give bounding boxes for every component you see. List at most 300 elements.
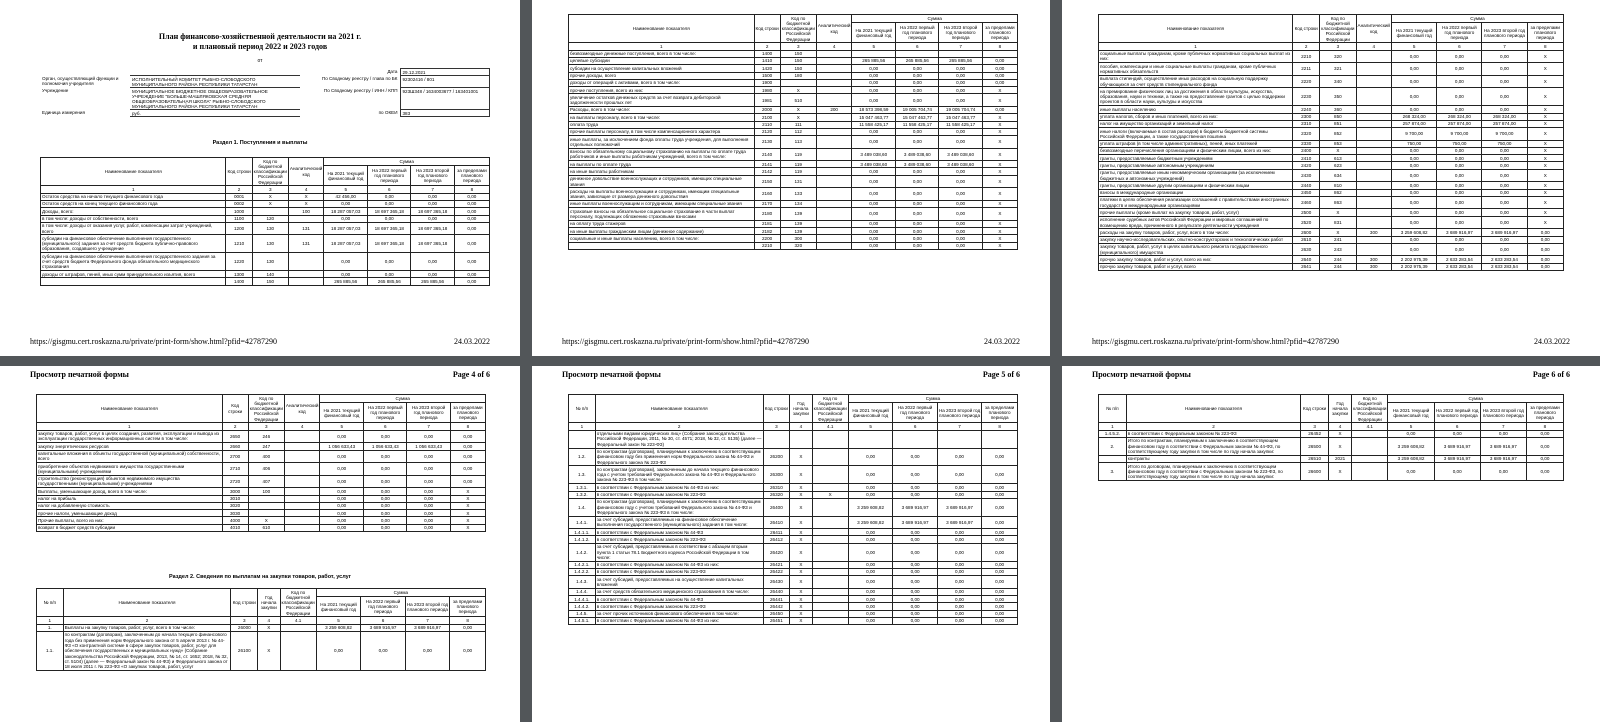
row-cell: 2410 bbox=[1293, 155, 1320, 162]
row-cell: 0,00 bbox=[896, 235, 939, 242]
table-row bbox=[569, 136, 1018, 149]
pdf-page-5 bbox=[532, 366, 1050, 722]
row-cell: X bbox=[1527, 128, 1564, 141]
row-label: уплата налогов, сборов и иных платежей, всего из них: bbox=[1099, 113, 1293, 120]
row-cell: 750,00 bbox=[1437, 140, 1482, 147]
org-value: МУНИЦИПАЛЬНОЕ БЮДЖЕТНОЕ ОБЩЕОБРАЗОВАТЕЛЬНОЕ УЧРЕЖДЕНИЕ "БОЛЬШЕ-МАШЛЯКОВСКАЯ СРЕДНЯЯ ОБЩЕОБРАЗОВАТЕЛЬНАЯ ШКОЛА" РЫБНО-СЛОБОДСКОГО МУНИЦИПАЛЬНОГО РАЙОНА РЕСПУБЛИКИ ТАТАРСТАН bbox=[130, 88, 300, 110]
row-cell: 265 885,56 bbox=[324, 278, 368, 285]
col-header-kbk: Код по бюджетной классификации Российской Федерации bbox=[1321, 15, 1355, 42]
row-cell: 0,00 bbox=[1526, 463, 1563, 481]
row-cell: 0,00 bbox=[982, 484, 1018, 491]
row-cell: 241 bbox=[1320, 236, 1356, 243]
row-cell: 0,00 bbox=[407, 475, 450, 488]
org-label bbox=[40, 69, 130, 76]
row-label: закупку товаров, работ, услуг в целях капитального ремонта государственного (муниципального) имущества bbox=[1099, 243, 1293, 256]
col-number-2: 2 bbox=[1293, 43, 1320, 50]
row-cell: X bbox=[790, 568, 812, 575]
col-header-line-code: Код строки bbox=[231, 589, 258, 617]
row-label: в соответствии с Федеральным законом № 44-ФЗ bbox=[595, 596, 763, 603]
row-cell: 18 697 365,18 bbox=[368, 208, 411, 215]
row-cell: 2230 bbox=[1293, 88, 1320, 106]
row-cell: X bbox=[1527, 50, 1564, 63]
row-cell: 26500 bbox=[1301, 437, 1329, 455]
row-cell bbox=[280, 624, 316, 631]
col-header-kbk: Код по бюджетной классификации Российской Федерации bbox=[813, 395, 847, 422]
footer-url[interactable]: https://gisgmu.cert.roskazna.ru/private/print-form/show.html?pfid=42787290 bbox=[30, 337, 278, 346]
row-label: на иные выплаты работникам bbox=[569, 168, 755, 175]
row-cell: 26320 bbox=[763, 491, 790, 498]
row-label: Остаток средства на начало текущего финансового года bbox=[41, 193, 226, 200]
row-cell: 831 bbox=[1320, 216, 1356, 229]
row-cell: 11 558 425,17 bbox=[939, 121, 982, 128]
row-label: иные выплаты населению bbox=[1099, 106, 1293, 113]
row-cell: 133 bbox=[780, 188, 816, 201]
row-cell: 1.4.2.2. bbox=[569, 568, 596, 575]
row-cell: 119 bbox=[780, 161, 816, 168]
row-cell: 2181 bbox=[754, 220, 780, 227]
row-cell bbox=[248, 510, 284, 517]
table-row bbox=[1099, 128, 1564, 141]
row-label: Итого по контрактам, планируемым к заключению в соответствующем финансовом году в соответствии с Федеральным законом № 44-ФЗ, по соответствующему году закупки в том числе по году начала закупки: bbox=[1126, 437, 1301, 455]
row-cell: 0,00 bbox=[1437, 155, 1482, 162]
table-row bbox=[1099, 140, 1564, 147]
row-label: прочие выплаты (кроме выплат на закупку товаров, работ, услуг) bbox=[1099, 209, 1293, 216]
row-cell: 268 324,00 bbox=[1391, 113, 1436, 120]
pdf-page-2 bbox=[532, 0, 1050, 356]
row-cell: 0,00 bbox=[939, 72, 982, 79]
row-cell: 0,00 bbox=[1434, 463, 1480, 481]
row-cell: 131 bbox=[288, 222, 323, 235]
row-cell: 0,00 bbox=[848, 596, 893, 603]
row-cell bbox=[816, 121, 851, 128]
row-cell: 26100 bbox=[231, 631, 258, 670]
table-row bbox=[1099, 63, 1564, 76]
row-cell: 321 bbox=[1320, 63, 1356, 76]
row-cell: 26411 bbox=[763, 529, 790, 536]
row-cell: X bbox=[790, 617, 812, 624]
col-header-2023: На 2023 второй год планового периода bbox=[1482, 23, 1527, 43]
row-cell bbox=[280, 631, 316, 670]
org-row bbox=[40, 88, 490, 110]
col-header-year: Год начала закупки bbox=[258, 589, 280, 617]
row-cell: 0,00 bbox=[454, 278, 489, 285]
row-cell: 0,00 bbox=[893, 536, 937, 543]
org-label: Орган, осуществляющий функции и полномочия учредителя bbox=[42, 76, 119, 86]
row-cell: 0,00 bbox=[893, 491, 937, 498]
table-row bbox=[37, 624, 486, 631]
row-label: в том числе: доходы от собственности, всего bbox=[41, 215, 226, 222]
row-cell: X bbox=[1527, 209, 1564, 216]
table-row bbox=[37, 475, 486, 488]
pdf-page-6 bbox=[1062, 366, 1600, 722]
row-cell: 0,00 bbox=[893, 448, 937, 466]
row-label: субсидии на осуществление капитальных вложений bbox=[569, 65, 755, 72]
row-cell: 26410 bbox=[763, 516, 790, 529]
row-cell: 1.3.1. bbox=[569, 484, 596, 491]
row-cell: X bbox=[1527, 88, 1564, 106]
row-cell: 0,00 bbox=[454, 235, 489, 253]
row-cell: 1 056 633,43 bbox=[320, 443, 364, 450]
table-row bbox=[569, 466, 1018, 484]
row-cell: 26310 bbox=[763, 484, 790, 491]
row-cell bbox=[284, 475, 319, 488]
row-cell: X bbox=[252, 193, 288, 200]
row-cell: 0,00 bbox=[848, 561, 893, 568]
row-cell: X bbox=[1527, 189, 1564, 196]
org-code-label: по ОКЕИ bbox=[378, 110, 398, 115]
row-cell: 0,00 bbox=[982, 536, 1018, 543]
col-header-name: Наименование показателя bbox=[569, 15, 755, 43]
row-cell: 0,00 bbox=[320, 430, 364, 443]
row-cell: 0,00 bbox=[324, 215, 368, 222]
col-number-6: 5 bbox=[848, 423, 893, 430]
row-cell: 26422 bbox=[763, 568, 790, 575]
row-cell bbox=[816, 200, 851, 207]
row-label: приобретение объектов недвижимого имущества государственными (муниципальными) учреждениями bbox=[37, 463, 223, 476]
row-cell: 0,00 bbox=[937, 576, 981, 589]
row-cell: 0,00 bbox=[982, 568, 1018, 575]
row-cell: 0,00 bbox=[1527, 243, 1564, 256]
col-header-2022: На 2022 первый год планового периода bbox=[364, 403, 407, 423]
row-label: прочие налоги, уменьшающие доход bbox=[37, 510, 223, 517]
row-cell: X bbox=[790, 484, 812, 491]
table-row bbox=[1099, 50, 1564, 63]
row-cell: 0,00 bbox=[852, 220, 896, 227]
row-cell: 0,00 bbox=[450, 430, 485, 443]
table-row bbox=[569, 114, 1018, 121]
row-cell: 268 324,00 bbox=[1482, 113, 1527, 120]
row-cell: 0,00 bbox=[1482, 216, 1527, 229]
row-cell: 0,00 bbox=[893, 568, 937, 575]
footer-url[interactable]: https://gisgmu.cert.roskazna.ru/private/print-form/show.html?pfid=42787290 bbox=[562, 337, 810, 346]
row-cell: 0,00 bbox=[407, 510, 450, 517]
col-number-3: 3 bbox=[780, 43, 816, 50]
row-cell: 0,00 bbox=[450, 443, 485, 450]
row-cell: 0,00 bbox=[450, 624, 486, 631]
row-label bbox=[569, 242, 755, 249]
row-cell: 0,00 bbox=[893, 596, 937, 603]
row-label: иные налоги (включаемые в состав расходов) в бюджеты бюджетной системы Российской Федерации, а также государственная пошлина bbox=[1099, 128, 1293, 141]
row-label: социальные выплаты гражданам, кроме публичных нормативных социальных выплат из них: bbox=[1099, 50, 1293, 63]
table-row bbox=[569, 220, 1018, 227]
row-cell: 0,00 bbox=[1391, 155, 1436, 162]
org-row bbox=[40, 110, 490, 117]
col-header-number: № п/п bbox=[37, 589, 64, 617]
row-cell: 0,00 bbox=[939, 94, 982, 107]
table-row bbox=[569, 188, 1018, 201]
row-cell bbox=[893, 430, 937, 448]
row-cell bbox=[790, 430, 812, 448]
row-cell: 1.4.1. bbox=[569, 516, 596, 529]
row-cell: 139 bbox=[780, 228, 816, 235]
row-cell: 3. bbox=[1099, 463, 1127, 481]
row-cell: 19 005 704,74 bbox=[939, 106, 982, 113]
table-row bbox=[37, 631, 486, 670]
col-number-5: 4.1 bbox=[280, 617, 316, 624]
row-label: субсидии на финансовое обеспечение выполнения государственного задания за счет средств бюджета Федерального фонда обязательного медицинского страхования bbox=[41, 253, 226, 271]
row-cell: 0,00 bbox=[937, 466, 981, 484]
row-cell: 0,00 bbox=[939, 220, 982, 227]
row-cell: 3030 bbox=[222, 510, 248, 517]
row-cell: 0,00 bbox=[852, 235, 896, 242]
row-cell: 0,00 bbox=[1391, 162, 1436, 169]
col-number-4: 4 bbox=[816, 43, 851, 50]
row-cell: 3010 bbox=[222, 495, 248, 502]
row-cell: 0,00 bbox=[982, 543, 1018, 561]
row-cell bbox=[816, 72, 851, 79]
row-cell bbox=[1356, 155, 1391, 162]
col-header-beyond: за пределами планового периода bbox=[450, 597, 486, 617]
row-cell: X bbox=[450, 517, 485, 524]
row-cell: 0,00 bbox=[1388, 463, 1434, 481]
row-cell: 2310 bbox=[1293, 120, 1320, 127]
org-code-label: По Сводному реестру / ИНН / КПП bbox=[323, 88, 398, 93]
row-cell: 0,00 bbox=[320, 524, 364, 531]
table-row bbox=[569, 568, 1018, 575]
row-cell: 19 005 704,74 bbox=[896, 106, 939, 113]
row-cell: 2110 bbox=[754, 121, 780, 128]
row-cell: 0,00 bbox=[982, 603, 1018, 610]
row-cell: 26450 bbox=[763, 610, 790, 617]
row-cell: 320 bbox=[1320, 50, 1356, 63]
table-row bbox=[1099, 169, 1564, 182]
col-number-2: 2 bbox=[595, 423, 763, 430]
row-label: на оплату труда стажеров bbox=[569, 220, 755, 227]
row-cell bbox=[816, 242, 851, 249]
row-cell: 300 bbox=[1356, 229, 1391, 236]
row-cell: 0,00 bbox=[320, 463, 364, 476]
row-cell: 0,00 bbox=[896, 79, 939, 86]
row-cell: 0,00 bbox=[939, 208, 982, 221]
row-cell: 0,00 bbox=[407, 463, 450, 476]
procurement-table-p6 bbox=[1098, 394, 1564, 481]
col-number-8: 8 bbox=[454, 186, 489, 193]
row-cell: X bbox=[1527, 106, 1564, 113]
row-cell: 140 bbox=[252, 271, 288, 278]
row-cell bbox=[937, 430, 981, 448]
row-cell: 0,00 bbox=[982, 610, 1018, 617]
row-cell: 0,00 bbox=[852, 242, 896, 249]
col-header-line-code: Код строки bbox=[222, 395, 248, 423]
table-row bbox=[569, 561, 1018, 568]
row-cell: X bbox=[1527, 120, 1564, 127]
row-label: прочие доходы, всего bbox=[569, 72, 755, 79]
row-cell: 0,00 bbox=[937, 610, 981, 617]
row-cell bbox=[816, 94, 851, 107]
row-cell: 0,00 bbox=[1391, 147, 1436, 154]
row-cell: 130 bbox=[252, 253, 288, 271]
row-cell: 0,00 bbox=[1482, 88, 1527, 106]
row-cell: 0,00 bbox=[454, 208, 489, 215]
table-row bbox=[37, 488, 486, 495]
col-header-2022: На 2022 первый год планового периода bbox=[1434, 403, 1480, 423]
col-number-1: 1 bbox=[1099, 423, 1127, 430]
row-cell: X bbox=[982, 188, 1017, 201]
col-header-beyond: за пределами планового периода bbox=[982, 403, 1018, 423]
row-cell: 0,00 bbox=[364, 524, 407, 531]
table-row bbox=[41, 208, 490, 215]
col-number-4: 4 bbox=[288, 186, 323, 193]
row-cell: 0,00 bbox=[982, 106, 1017, 113]
row-cell: 257 874,00 bbox=[1391, 120, 1436, 127]
col-header-line-code: Код строки bbox=[754, 15, 780, 43]
expense-table-p4 bbox=[36, 394, 486, 532]
row-cell: 0,00 bbox=[454, 222, 489, 235]
row-label: в соответствии с Федеральным законом № 44-ФЗ из них: bbox=[595, 617, 763, 624]
row-cell: 265 885,56 bbox=[896, 57, 939, 64]
row-cell: 2700 bbox=[222, 450, 248, 463]
row-label: в соответствии с Федеральным законом № 44-ФЗ bbox=[595, 529, 763, 536]
row-cell: 26300 bbox=[763, 466, 790, 484]
row-cell: 2420 bbox=[1293, 162, 1320, 169]
row-cell: 130 bbox=[252, 235, 288, 253]
row-cell: X bbox=[982, 235, 1017, 242]
row-cell: 0,00 bbox=[1391, 216, 1436, 229]
row-cell: 0,00 bbox=[939, 168, 982, 175]
col-header-sum: Сумма bbox=[1388, 395, 1564, 403]
row-cell: 3 689 916,97 bbox=[361, 624, 405, 631]
row-cell: 2 202 975,39 bbox=[1391, 256, 1436, 263]
row-label: гранты, предоставляемые бюджетным учреждениям bbox=[1099, 155, 1293, 162]
row-cell: 0,00 bbox=[848, 536, 893, 543]
row-cell: 0,00 bbox=[1437, 243, 1482, 256]
row-cell: X bbox=[982, 128, 1017, 135]
footer-date: 24.03.2022 bbox=[984, 337, 1020, 346]
row-cell bbox=[812, 617, 848, 624]
row-cell: 1410 bbox=[754, 57, 780, 64]
row-cell: 0,00 bbox=[896, 208, 939, 221]
table-row bbox=[569, 516, 1018, 529]
row-cell: 0,00 bbox=[407, 502, 450, 509]
row-cell bbox=[284, 430, 319, 443]
table-row bbox=[1099, 113, 1564, 120]
row-cell: 11 558 425,17 bbox=[896, 121, 939, 128]
table-row bbox=[1099, 120, 1564, 127]
row-cell: 26600 bbox=[1301, 463, 1329, 481]
row-label: исполнение судебных актов Российской Федерации и мировых соглашений по возмещению вреда, причиненного в результате деятельности учреждения bbox=[1099, 216, 1293, 229]
org-info-table bbox=[40, 68, 490, 117]
row-cell: 0,00 bbox=[896, 94, 939, 107]
row-cell: 0,00 bbox=[1437, 75, 1482, 88]
row-cell bbox=[1099, 455, 1127, 462]
table-row bbox=[569, 235, 1018, 242]
row-cell: 0,00 bbox=[939, 128, 982, 135]
row-cell bbox=[1356, 75, 1391, 88]
row-cell: 243 bbox=[1320, 243, 1356, 256]
row-cell: X bbox=[790, 576, 812, 589]
row-cell: 0,00 bbox=[1437, 236, 1482, 243]
row-cell: 0002 bbox=[226, 200, 252, 207]
org-value: ИСПОЛНИТЕЛЬНЫЙ КОМИТЕТ РЫБНО-СЛОБОДСКОГО МУНИЦИПАЛЬНОГО РАЙОНА РЕСПУБЛИКИ ТАТАРСТАН bbox=[130, 76, 300, 88]
row-cell: X bbox=[1328, 430, 1351, 437]
row-cell bbox=[812, 561, 848, 568]
row-cell: 0,00 bbox=[407, 524, 450, 531]
table-row bbox=[569, 588, 1018, 595]
table-row bbox=[37, 450, 486, 463]
row-cell bbox=[816, 57, 851, 64]
table-row bbox=[41, 278, 490, 285]
col-number-2: 2 bbox=[222, 423, 248, 430]
row-cell: 0,00 bbox=[848, 568, 893, 575]
row-cell: 0,00 bbox=[1482, 236, 1527, 243]
row-cell: 0,00 bbox=[939, 175, 982, 188]
row-label: за счет субсидий, предоставляемых на осуществление капитальных вложений bbox=[595, 576, 763, 589]
row-cell: 0,00 bbox=[852, 72, 896, 79]
row-cell bbox=[896, 50, 939, 57]
row-cell: 2710 bbox=[222, 463, 248, 476]
row-cell bbox=[252, 208, 288, 215]
col-header-line-code: Код строки bbox=[1293, 15, 1320, 43]
row-label: за счет средств обязательного медицинского страхования в том числе: bbox=[595, 588, 763, 595]
row-cell: 3 689 916,97 bbox=[405, 624, 449, 631]
col-header-line-code: Код строки bbox=[1301, 395, 1329, 423]
table-row bbox=[41, 222, 490, 235]
table-row bbox=[1099, 189, 1564, 196]
footer-url[interactable]: https://gisgmu.cert.roskazna.ru/private/print-form/show.html?pfid=42787290 bbox=[1092, 337, 1340, 346]
row-cell: 300 bbox=[1356, 263, 1391, 270]
row-cell: 0,00 bbox=[364, 463, 407, 476]
row-cell: 0,00 bbox=[320, 495, 364, 502]
row-cell: 18 287 057,03 bbox=[324, 208, 368, 215]
row-cell bbox=[812, 576, 848, 589]
row-cell: 0,00 bbox=[320, 475, 364, 488]
row-cell: 0,00 bbox=[1437, 88, 1482, 106]
col-number-9: 8 bbox=[450, 617, 486, 624]
row-cell: 0,00 bbox=[939, 242, 982, 249]
col-number-3: 3 bbox=[1301, 423, 1329, 430]
row-cell: 0,00 bbox=[411, 271, 454, 278]
row-cell: X bbox=[790, 448, 812, 466]
row-cell: 750,00 bbox=[1482, 140, 1527, 147]
row-cell: 1980 bbox=[754, 87, 780, 94]
row-cell bbox=[812, 529, 848, 536]
row-cell bbox=[780, 79, 816, 86]
row-cell: 11 558 425,17 bbox=[852, 121, 896, 128]
row-cell bbox=[816, 228, 851, 235]
row-cell: X bbox=[790, 588, 812, 595]
row-cell: 26420 bbox=[763, 543, 790, 561]
row-cell: 4000 bbox=[222, 517, 248, 524]
row-cell bbox=[1352, 455, 1388, 462]
row-cell bbox=[1356, 113, 1391, 120]
row-cell: 1.4.5. bbox=[569, 610, 596, 617]
row-cell: 0,00 bbox=[896, 65, 939, 72]
row-cell: 0,00 bbox=[939, 188, 982, 201]
row-cell: 0,00 bbox=[1391, 196, 1436, 209]
row-cell: 0,00 bbox=[320, 450, 364, 463]
row-label: Выплаты на закупку товаров, работ, услуг, всего в том числе: bbox=[63, 624, 231, 631]
row-cell: 0,00 bbox=[411, 200, 454, 207]
row-cell: 26440 bbox=[763, 588, 790, 595]
col-header-analytic-code: Аналитический код bbox=[288, 158, 323, 186]
col-header-2021: На 2021 текущий финансовый год bbox=[324, 166, 368, 186]
row-cell: 2320 bbox=[1293, 128, 1320, 141]
row-cell: 0,00 bbox=[1482, 75, 1527, 88]
col-header-2022: На 2022 первый год планового периода bbox=[893, 403, 937, 423]
col-header-beyond: за пределами планового периода bbox=[1527, 23, 1564, 43]
row-cell: 0,00 bbox=[320, 510, 364, 517]
row-cell: 0,00 bbox=[1437, 189, 1482, 196]
row-cell: 1200 bbox=[226, 222, 252, 235]
row-cell: X bbox=[982, 161, 1017, 168]
row-cell bbox=[1356, 169, 1391, 182]
row-cell: 0,00 bbox=[848, 529, 893, 536]
col-header-beyond: за пределами планового периода bbox=[982, 23, 1017, 43]
row-label: в соответствии с Федеральным законом № 223-ФЗ bbox=[595, 536, 763, 543]
row-cell: 0,00 bbox=[852, 128, 896, 135]
row-cell: 3 689 916,97 bbox=[1434, 437, 1480, 455]
row-cell: 2240 bbox=[1293, 106, 1320, 113]
